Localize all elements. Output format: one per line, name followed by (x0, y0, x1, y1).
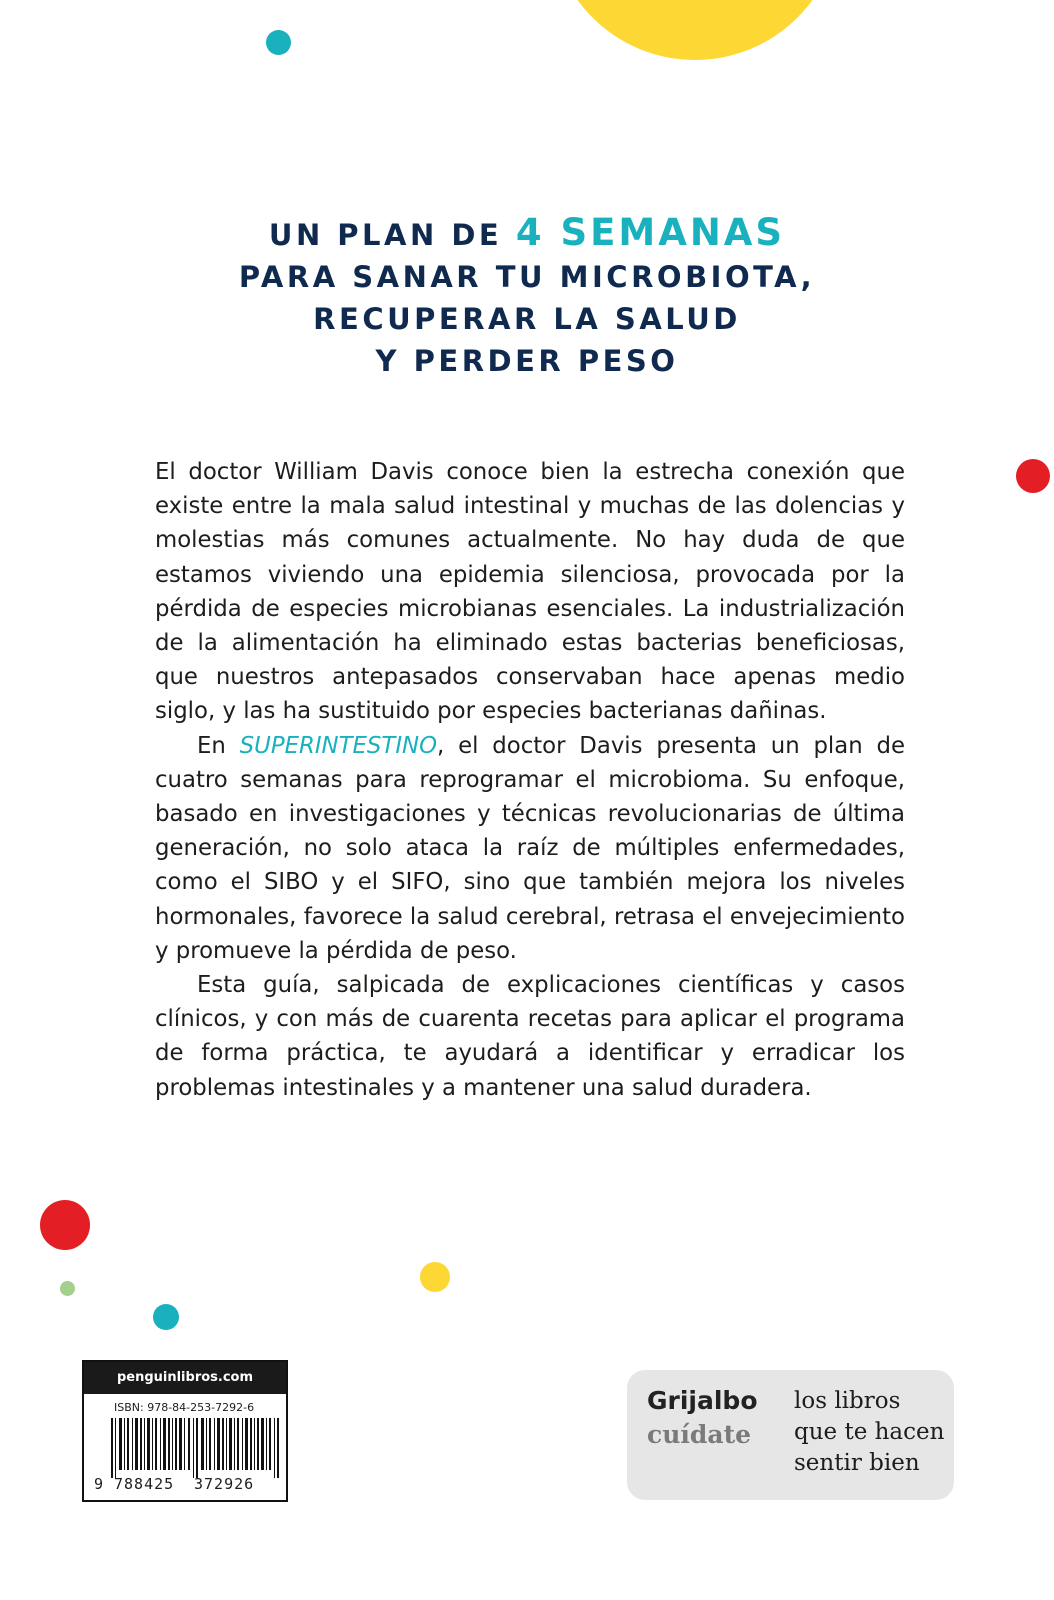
headline-line-4: Y PERDER PESO (375, 344, 679, 378)
barcode-block: penguinlibros.com ISBN: 978-84-253-7292-6 9 788425 372926 (82, 1360, 288, 1502)
book-title: SUPERINTESTINO (239, 732, 438, 759)
headline-line-3: RECUPERAR LA SALUD (313, 302, 741, 336)
paragraph-1: El doctor William Davis conoce bien la estrecha conexión que existe entre la mala salud intestinal y muchas de las dolencias y molestias más comunes actualmente. No hay duda de que estamos viviendo una epidemia silenciosa, provocada por la pérdida de especies microbianas esenciales. La industrialización de la alimentación ha eliminado estas bacterias beneficiosas, que nuestros antepasados conservaban hace apenas medio siglo, y las ha sustituido por especies bacterianas dañinas. (155, 459, 905, 725)
paragraph-2: En SUPERINTESTINO, el doctor Davis presenta un plan de cuatro semanas para reprogramar el microbioma. Su enfoque, basado en investigaciones y técnicas revolucionarias de última generación, no solo ataca la raíz de múltiples enfermedades, como el SIBO y el SIFO, sino que también mejora los niveles hormonales, favorece la salud cerebral, retrasa el envejecimiento y promueve la pérdida de peso. (155, 732, 905, 964)
headline-line-2: PARA SANAR TU MICROBIOTA, (238, 260, 816, 294)
teal-dot-top (266, 30, 291, 55)
red-dot-right (1016, 459, 1050, 493)
headline (0, 212, 1054, 382)
synopsis (155, 455, 905, 1105)
headline-line-1: UN PLAN DE 4 SEMANAS (268, 211, 786, 254)
headline-accent: 4 SEMANAS (515, 211, 786, 254)
publisher-logo: Grijalbo (647, 1386, 758, 1415)
publisher-badge (627, 1370, 954, 1500)
yellow-circle-top (550, 0, 840, 60)
barcode-bars (111, 1418, 281, 1478)
yellow-dot-small (420, 1262, 450, 1292)
green-dot (60, 1281, 75, 1296)
isbn-label: ISBN: 978-84-253-7292-6 (114, 1401, 255, 1414)
publisher-slogan: los libros que te hacen sentir bien (794, 1388, 945, 1476)
website-label: penguinlibros.com (84, 1362, 286, 1394)
imprint-name: cuídate (647, 1420, 752, 1449)
teal-dot-bottom (153, 1304, 179, 1330)
red-dot-bottom-left (40, 1200, 90, 1250)
paragraph-3: Esta guía, salpicada de explicaciones científicas y casos clínicos, y con más de cuarenta recetas para aplicar el programa de forma práctica, te ayudará a identificar y erradicar los problemas intestinales y a mantener una salud duradera. (155, 972, 905, 1101)
